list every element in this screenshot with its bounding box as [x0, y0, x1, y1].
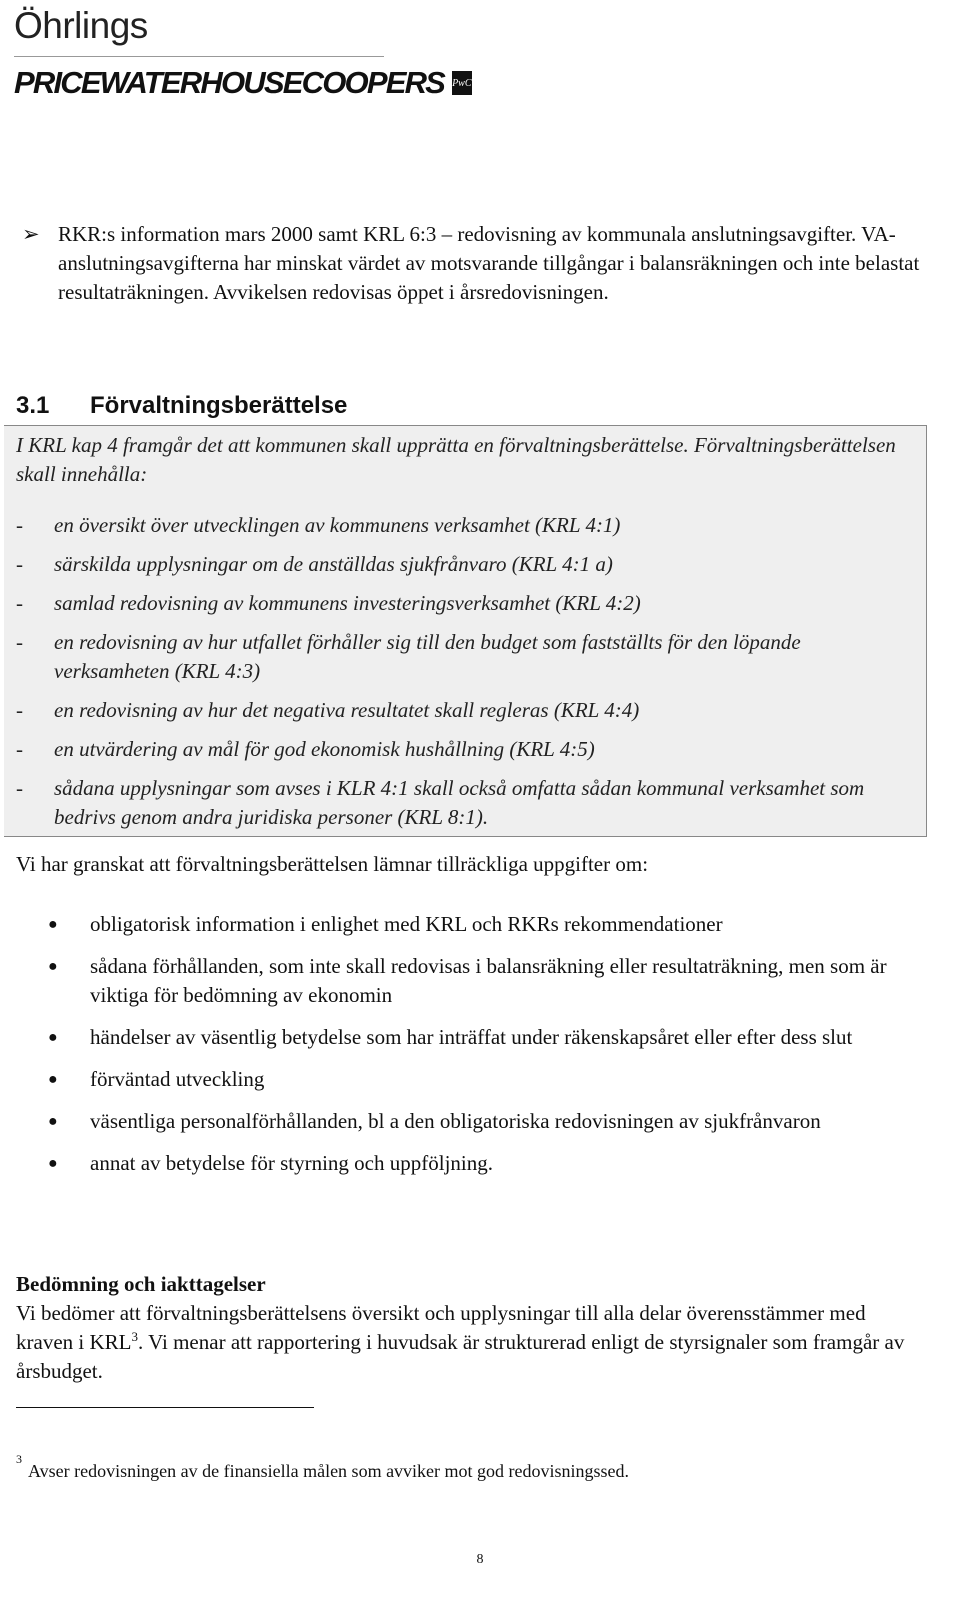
- page-number: 8: [476, 1552, 484, 1567]
- list-item: - samlad redovisning av kommunens investeringsverksamhet (KRL 4:2): [16, 591, 641, 615]
- list-item: ● händelser av väsentlig betydelse som har inträffat under räkenskapsåret eller efter dess slut: [48, 1023, 928, 1052]
- assessment-section: [16, 1270, 916, 1386]
- assessment-text: Vi bedömer att förvaltningsberättelsens översikt och upplysningar till alla delar överensstämmer med kraven i KRL$^3$. Vi menar att rapportering i huvudsak är strukturerad enligt de styrsignaler som framgår av årsbudget.: [16, 1301, 905, 1383]
- logo-pricewaterhousecoopers: PRICEWATERHOUSECOOPERS: [14, 65, 445, 100]
- section-title: Förvaltningsberättelse: [90, 392, 348, 419]
- section-number: 3.1: [16, 392, 50, 419]
- list-item: ● sådana förhållanden, som inte skall redovisas i balansräkning eller resultaträkning, men som är viktiga för bedömning av ekonomin: [48, 952, 928, 1010]
- intro-arrow-bullet: [22, 220, 942, 307]
- assessment-heading: Bedömning och iakttagelser: [16, 1272, 266, 1296]
- list-item: ● annat av betydelse för styrning och uppföljning.: [48, 1149, 928, 1178]
- logo-ohrlings: Öhrlings: [14, 5, 148, 46]
- list-item: ● obligatorisk information i enlighet med KRL och RKRs rekommendationer: [48, 910, 928, 939]
- list-item: - sådana upplysningar som avses i KLR 4:1 skall också omfatta sådan kommunal verksamhet som bedrivs genom andra juridiska personer (KRL 8:1).: [16, 776, 865, 829]
- review-intro: Vi har granskat att förvaltningsberättelsen lämnar tillräckliga uppgifter om:: [16, 852, 649, 876]
- bullet-icon: ●: [48, 1155, 58, 1172]
- law-requirements-list: [16, 511, 926, 832]
- list-item: ● väsentliga personalförhållanden, bl a den obligatoriska redovisningen av sjukfrånvaron: [48, 1107, 928, 1136]
- footnote-divider: [16, 1407, 314, 1408]
- footnote-reference[interactable]: 3: [131, 1329, 138, 1344]
- list-item: ● förväntad utveckling: [48, 1065, 928, 1094]
- bullet-icon: ●: [48, 1029, 58, 1046]
- logo-divider: [14, 56, 384, 57]
- footnote-number: 3: [16, 1452, 22, 1466]
- bullet-icon: ●: [48, 916, 58, 933]
- review-bullet-list: [48, 910, 928, 1191]
- law-requirements-box: [4, 425, 927, 837]
- list-item: - en översikt över utvecklingen av kommunens verksamhet (KRL 4:1): [16, 513, 621, 537]
- footnote: [16, 1447, 629, 1483]
- law-box-intro: I KRL kap 4 framgår det att kommunen skall upprätta en förvaltningsberättelse. Förvaltningsberättelsen skall innehålla:: [16, 433, 896, 486]
- list-item: - särskilda upplysningar om de anställdas sjukfrånvaro (KRL 4:1 a): [16, 552, 613, 576]
- company-logo: [14, 4, 472, 103]
- bullet-icon: ●: [48, 1113, 58, 1130]
- bullet-icon: ●: [48, 958, 58, 975]
- arrow-bullet-icon: ➢: [22, 222, 40, 246]
- list-item: - en redovisning av hur det negativa resultatet skall regleras (KRL 4:4): [16, 698, 640, 722]
- list-item: - en utvärdering av mål för god ekonomisk hushållning (KRL 4:5): [16, 737, 595, 761]
- section-heading: [16, 392, 347, 420]
- intro-bullet-text: RKR:s information mars 2000 samt KRL 6:3 – redovisning av kommunala anslutningsavgifter. VA-anslutningsavgifterna har minskat värdet av motsvarande tillgångar i balansräkningen och inte belastat resultaträkningen. Avvikelsen redovisas öppet i årsredovisningen.: [58, 222, 920, 304]
- bullet-icon: ●: [48, 1071, 58, 1088]
- logo-seal-icon: PwC: [452, 71, 471, 95]
- list-item: - en redovisning av hur utfallet förhåller sig till den budget som fastställts för den löpande verksamheten (KRL 4:3): [16, 630, 801, 683]
- footnote-text: Avser redovisningen av de finansiella målen som avviker mot god redovisningssed.: [28, 1461, 630, 1481]
